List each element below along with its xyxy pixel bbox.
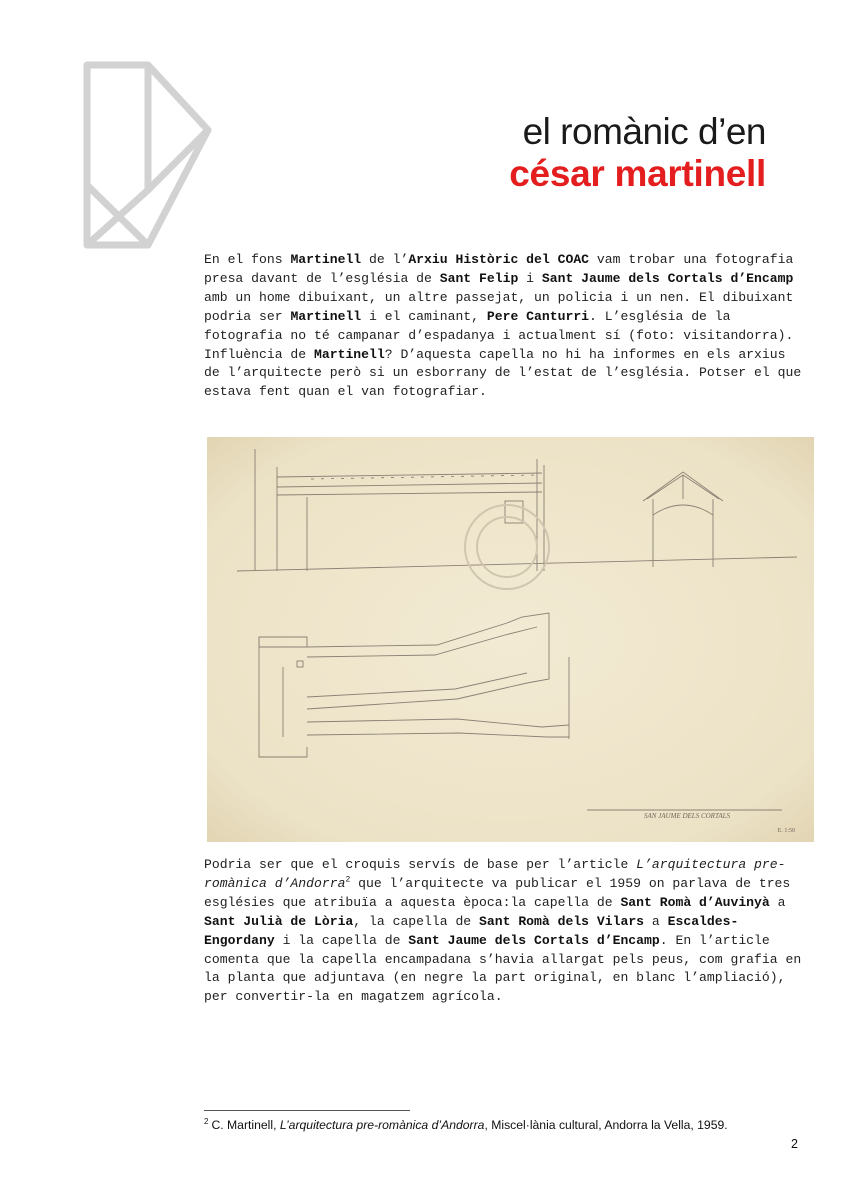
text-run: que l’arquitecte va publicar el 1959 on parlava de tres esglésies que atribuïa a aquesta època:la capella de xyxy=(204,875,791,910)
bold-term: Arxiu Històric del COAC xyxy=(408,252,590,267)
coac-logo-icon xyxy=(82,60,214,250)
footnote-marker: 2 xyxy=(204,1116,209,1126)
text-run: i el caminant, xyxy=(361,308,487,324)
text-run: Podria ser que el croquis servís de base per l’article xyxy=(204,857,637,872)
bold-term: Sant Romà dels Vilars xyxy=(479,913,645,929)
text-run: amb un home dibuixant, un altre passejat, un policia i un nen. El dibuixant podria ser xyxy=(204,289,794,324)
page-title-line1: el romànic d’en xyxy=(522,111,766,152)
text-run: . L’església de la fotografia no té campanar d’espadanya i actualment sí (foto: visitandorra). Influència de xyxy=(204,308,794,362)
footnote-author: C. Martinell, xyxy=(211,1118,280,1132)
page-number: 2 xyxy=(791,1137,798,1151)
bold-term: Martinell xyxy=(290,252,362,267)
text-run: i xyxy=(518,270,542,286)
text-run: En el fons xyxy=(204,252,291,267)
text-run: , la capella de xyxy=(353,913,480,929)
page-title-line2: césar martinell xyxy=(509,153,766,194)
bold-term: Martinell xyxy=(314,346,385,362)
footnote-rest: , Miscel·lània cultural, Andorra la Vella, 1959. xyxy=(484,1118,728,1132)
text-run: a xyxy=(769,894,786,910)
footnote xyxy=(204,1118,804,1132)
bold-term: Sant Jaume dels Cortals d’Encamp xyxy=(408,932,660,948)
text-run: a xyxy=(644,913,668,929)
footnote-ref: 2 xyxy=(345,875,351,885)
footnote-divider xyxy=(204,1110,410,1111)
text-run: vam trobar una fotografia presa davant de l’església de xyxy=(204,252,794,286)
drawing-scale-note: E. 1:50 xyxy=(777,828,795,834)
bold-term: Sant Felip xyxy=(439,270,519,286)
footnote-title: L’arquitectura pre-romànica d’Andorra xyxy=(279,1118,485,1132)
drawing-caption: SAN JAUME DELS CORTALS xyxy=(643,812,731,820)
article-paragraph xyxy=(204,856,804,1007)
architectural-drawing xyxy=(207,437,814,842)
bold-term: Martinell xyxy=(290,308,362,324)
bold-term: Sant Romà d’Auvinyà xyxy=(620,894,770,910)
bold-term: Pere Canturri xyxy=(486,308,590,324)
bold-term: Sant Julià de Lòria xyxy=(204,913,354,929)
text-run: ? D’aquesta capella no hi ha informes en els arxius de l’arquitecte però si un esborrany de l’estat de l’església. Potser el que estava fent quan el van fotografiar. xyxy=(204,346,802,400)
text-run: . En l’article comenta que la capella encampadana s’havia allargat pels peus, com grafia en la planta que adjuntava (en negre la part original, en blanc l’ampliació), per convertir-la en magatzem agrícola. xyxy=(204,932,802,1005)
bold-term: Sant Jaume dels Cortals d’Encamp xyxy=(541,270,794,286)
italic-title: L’arquitectura pre-romànica d’Andorra xyxy=(204,857,786,891)
intro-paragraph xyxy=(204,251,804,402)
bold-term: Escaldes-Engordany xyxy=(204,913,739,948)
text-run: i la capella de xyxy=(274,932,409,948)
text-run: de l’ xyxy=(361,252,409,267)
